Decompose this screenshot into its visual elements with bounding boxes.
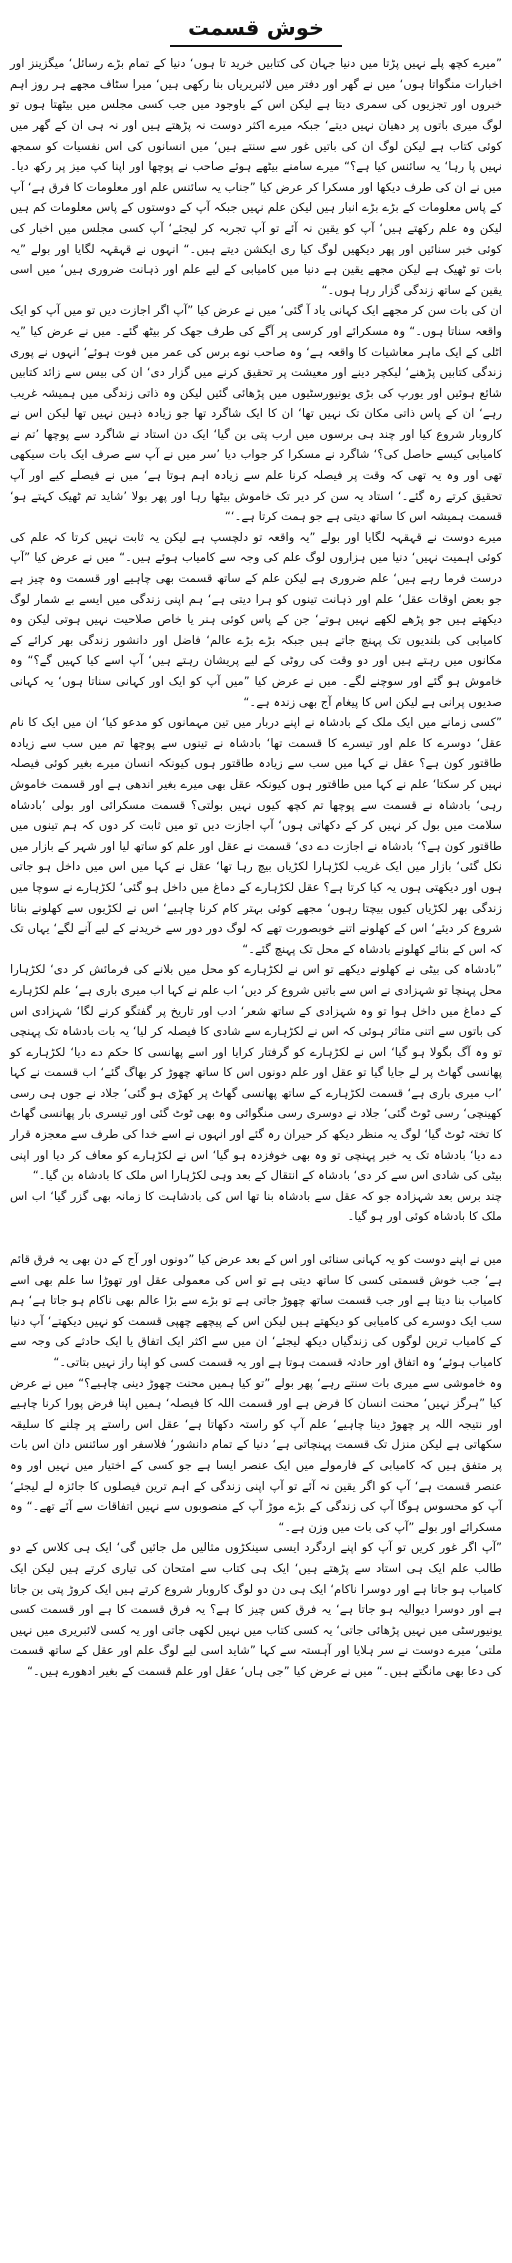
paragraph: ”آپ اگر غور کریں تو آپ کو اپنے اردگرد ایسی سینکڑوں مثالیں مل جائیں گی‘ ایک ہی کلاس کے دو طالب علم ایک ہی استاد سے پڑھتے ہیں‘ ایک ہی کتاب سے امتحان کی تیاری کرتے ہیں لیکن ایک کامیاب ہو جاتا ہے اور دوسرا ناکام‘ ایک ہی دن دو لوگ کاروبار شروع کرتے ہیں ایک کروڑ پتی بن جاتا ہے اور دوسرا دیوالیہ ہو جاتا ہے‘ یہ فرق کس چیز کا ہے؟ یہ فرق قسمت کا ہے اور قسمت کسی یونیورسٹی میں نہیں پڑھائی جاتی‘ یہ کسی کتاب میں نہیں لکھی جاتی اور یہ کسی لائبریری میں نہیں ملتی‘ میرے دوست نے سر ہلایا اور آہستہ سے کہا ”شاید اسی لیے لوگ علم اور عقل کے ساتھ قسمت کی دعا بھی مانگتے ہیں۔“ میں نے عرض کیا ”جی ہاں‘ عقل اور علم قسمت کے بغیر ادھورے ہیں۔“ xyxy=(10,1540,502,1678)
paragraph: ان کی بات سن کر مجھے ایک کہانی یاد آ گئی‘ میں نے عرض کیا ”آپ اگر اجازت دیں تو میں آپ کو ایک واقعہ سناتا ہوں۔“ وہ مسکرائے اور کرسی پر آگے کی طرف جھک کر بیٹھ گئے۔ میں نے عرض کیا ”یہ اٹلی کے ایک ماہر معاشیات کا واقعہ ہے‘ وہ صاحب نوے برس کی عمر میں فوت ہوئے‘ انہوں نے پوری زندگی کتابیں پڑھنے‘ لیکچر دینے اور معیشت پر تحقیق کرنے میں گزار دی‘ ان کی بیس سے زائد کتابیں شائع ہوئیں اور یورپ کی بڑی یونیورسٹیوں میں پڑھائی گئیں لیکن وہ ذاتی زندگی میں ہمیشہ غریب رہے‘ ان کے پاس ذاتی مکان تک نہیں تھا‘ ان کا ایک شاگرد تھا جو زیادہ ذہین نہیں تھا لیکن اس نے کاروبار شروع کیا اور چند ہی برسوں میں ارب پتی بن گیا‘ ایک دن استاد نے شاگرد سے پوچھا ’تم نے کامیابی کیسے حاصل کی؟‘ شاگرد نے مسکرا کر جواب دیا ’سر میں نے آپ سے صرف ایک بات سیکھی تھی اور وہ یہ تھی کہ وقت پر فیصلہ کرنا علم سے زیادہ اہم ہوتا ہے‘ میں نے فیصلے کیے اور آپ تحقیق کرتے رہ گئے۔‘ استاد یہ سن کر دیر تک خاموش بیٹھا رہا اور پھر بولا ’شاید تم ٹھیک کہتے ہو‘ قسمت ہمیشہ اس کا ساتھ دیتی ہے جو ہمت کرتا ہے۔‘“ xyxy=(10,303,502,524)
paragraph: چند برس بعد شہزادہ جو کہ عقل سے بادشاہ بنا تھا اس کی بادشاہت کا زمانہ بھی گزر گیا‘ اب اس ملک کا بادشاہ کوئی اور ہو گیا۔ xyxy=(10,1188,502,1224)
paragraph: وہ خاموشی سے میری بات سنتے رہے‘ پھر بولے ”تو کیا ہمیں محنت چھوڑ دینی چاہیے؟“ میں نے عرض کیا ”ہرگز نہیں‘ محنت انسان کا فرض ہے اور قسمت اللہ کا فیصلہ‘ ہمیں اپنا فرض پورا کرنا چاہیے اور نتیجہ اللہ پر چھوڑ دینا چاہیے‘ علم آپ کو راستہ دکھاتا ہے‘ عقل اس راستے پر چلنے کا سلیقہ سکھاتی ہے لیکن منزل تک قسمت پہنچاتی ہے‘ دنیا کے تمام دانشور‘ فلاسفر اور سائنس دان اس بات پر متفق ہیں کہ کامیابی کے فارمولے میں ایک عنصر ایسا ہے جو کسی کے اختیار میں نہیں اور وہ عنصر قسمت ہے‘ آپ کو اگر یقین نہ آئے تو آپ اپنی زندگی کے اہم ترین فیصلوں کا جائزہ لے لیجئے‘ آپ کو محسوس ہوگا آپ کی زندگی کے بڑے موڑ آپ کے منصوبوں سے نہیں اتفاقات سے آئے تھے۔“ وہ مسکرائے اور بولے ”آپ کی بات میں وزن ہے۔“ xyxy=(10,1375,502,1534)
paragraph: ”بادشاہ کی بیٹی نے کھلونے دیکھے تو اس نے لکڑہارے کو محل میں بلانے کی فرمائش کر دی‘ لکڑہارا محل پہنچا تو شہزادی نے اس سے باتیں شروع کر دیں‘ اب علم نے کہا اب میری باری ہے‘ علم لکڑہارے کے دماغ میں داخل ہوا تو وہ شہزادی کے ساتھ شعر‘ ادب اور تاریخ پر گفتگو کرنے لگا‘ شہزادی اس کی باتوں سے اتنی متاثر ہوئی کہ اس نے لکڑہارے سے شادی کا فیصلہ کر لیا‘ یہ بات بادشاہ تک پہنچی تو وہ آگ بگولا ہو گیا‘ اس نے لکڑہارے کو گرفتار کرایا اور اسے پھانسی کا حکم دے دیا‘ لکڑہارے کو پھانسی گھاٹ پر لے جایا گیا تو عقل اور علم دونوں اس کا ساتھ چھوڑ کر بھاگ گئے‘ اب قسمت نے کہا ’اب میری باری ہے‘ قسمت لکڑہارے کے ساتھ پھانسی گھاٹ پر کھڑی ہو گئی‘ جلاد نے جوں ہی رسی کھینچی‘ رسی ٹوٹ گئی‘ جلاد نے دوسری رسی منگوائی وہ بھی ٹوٹ گئی اور تیسری بار پھانسی گھاٹ کا تختہ ٹوٹ گیا‘ لوگ یہ منظر دیکھ کر حیران رہ گئے اور انہوں نے اسے خدا کی طرف سے معجزہ قرار دے دیا‘ بادشاہ تک یہ خبر پہنچی تو وہ بھی خوفزدہ ہو گیا‘ اس نے لکڑہارے کو معاف کر دیا اور اپنی بیٹی کی شادی اس سے کر دی‘ بادشاہ کے انتقال کے بعد وہی لکڑہارا اس ملک کا بادشاہ بن گیا۔“ xyxy=(10,962,502,1183)
paragraph: ”میرے کچھ پلے نہیں پڑتا میں دنیا جہان کی کتابیں خرید تا ہوں‘ دنیا کے تمام بڑے رسائل‘ میگزینز اور اخبارات منگواتا ہوں‘ میں نے گھر اور دفتر میں لائبریریاں بنا رکھی ہیں‘ میرا سٹاف مجھے ہر روز اہم خبروں اور تجزیوں کی سمری دیتا ہے لیکن اس کے باوجود میں جب کسی مجلس میں بیٹھتا ہوں تو لوگ میری باتوں پر دھیان نہیں دیتے‘ جبکہ میرے اکثر دوست نہ پڑھتے ہیں اور نہ ہی ان کے گھر میں کوئی کتاب ہے لیکن لوگ ان کی باتیں غور سے سنتے ہیں‘ میں انسانوں کی اس نفسیات کو سمجھ نہیں پا رہا‘ یہ سائنس کیا ہے؟“ میرے سامنے بیٹھے ہوئے صاحب نے پوچھا اور اپنا کپ میز پر رکھ دیا۔ میں نے ان کی طرف دیکھا اور مسکرا کر عرض کیا ”جناب یہ سائنس علم اور معلومات کا فرق ہے‘ آپ کے پاس معلومات کے بڑے بڑے انبار ہیں لیکن علم نہیں جبکہ آپ کے دوستوں کے پاس معلومات کم ہیں لیکن وہ علم رکھتے ہیں‘ آپ کو یقین نہ آئے تو آپ تجربہ کر لیجئے‘ آپ کسی مجلس میں اخبار کی کوئی خبر سنائیں اور پھر دیکھیں لوگ کیا ری ایکشن دیتے ہیں۔“ انہوں نے قہقہہ لگایا اور بولے ”یہ بات تو ٹھیک ہے لیکن مجھے یقین ہے دنیا میں کامیابی کے لیے علم اور ذہانت ضروری ہیں‘ میں اسی یقین کے ساتھ زندگی گزار رہا ہوں۔“ xyxy=(10,56,502,297)
article-body xyxy=(10,53,502,1681)
paragraph: میں نے اپنے دوست کو یہ کہانی سنائی اور اس کے بعد عرض کیا ”دونوں اور آج کے دن بھی یہ فرق قائم ہے‘ جب خوش قسمتی کسی کا ساتھ دیتی ہے تو اس کی معمولی عقل اور تھوڑا سا علم بھی اسے کامیاب بنا دیتا ہے اور جب قسمت ساتھ چھوڑ جاتی ہے تو بڑے سے بڑا عالم بھی ناکام ہو جاتا ہے‘ ہم سب ایک دوسرے کی کامیابی کو دیکھتے ہیں لیکن اس کے پیچھے چھپی قسمت کو نہیں دیکھتے‘ آپ دنیا کے کامیاب ترین لوگوں کی زندگیاں دیکھ لیجئے‘ ان میں سے اکثر ایک اتفاق یا ایک حادثے کی وجہ سے کامیاب ہوئے‘ وہ اتفاق اور حادثہ قسمت ہوتا ہے اور یہ قسمت کسی کو اپنا راز نہیں بتاتی۔“ xyxy=(10,1252,502,1369)
title-wrap xyxy=(10,14,502,47)
paragraph: ”کسی زمانے میں ایک ملک کے بادشاہ نے اپنے دربار میں تین مہمانوں کو مدعو کیا‘ ان میں ایک کا نام عقل‘ دوسرے کا علم اور تیسرے کا قسمت تھا‘ بادشاہ نے تینوں سے پوچھا تم میں سب سے زیادہ طاقتور کون ہے؟ عقل نے کہا میں سب سے زیادہ طاقتور ہوں کیونکہ انسان میرے بغیر کوئی فیصلہ نہیں کر سکتا‘ علم نے کہا میں طاقتور ہوں کیونکہ عقل بھی میرے بغیر اندھی ہے اور قسمت خاموش رہی‘ بادشاہ نے قسمت سے پوچھا تم کچھ کیوں نہیں بولتی؟ قسمت مسکرائی اور بولی ’بادشاہ سلامت میں بول کر نہیں کر کے دکھاتی ہوں‘ آپ اجازت دیں تو میں ثابت کر دوں کہ ہم تینوں میں طاقتور کون ہے؟‘ بادشاہ نے اجازت دے دی‘ قسمت نے عقل اور علم کو ساتھ لیا اور شہر کے بازار میں نکل گئی‘ بازار میں ایک غریب لکڑہارا لکڑیاں بیچ رہا تھا‘ عقل نے کہا میں اس میں داخل ہو جاتی ہوں اور دیکھتی ہوں یہ کیا کرتا ہے؟ عقل لکڑہارے کے دماغ میں داخل ہو گئی‘ لکڑہارے نے سوچا میں زندگی بھر لکڑیاں کیوں بیچتا رہوں‘ مجھے کوئی بہتر کام کرنا چاہیے‘ اس نے لکڑیوں سے کھلونے بنانا شروع کر دیئے‘ اس کے کھلونے اتنے خوبصورت تھے کہ لوگ دور دور سے خریدنے کے لیے آنے لگے‘ یہاں تک کہ اس کے بنائے کھلونے بادشاہ کے محل تک پہنچ گئے۔“ xyxy=(10,715,502,956)
article-title: خوش قسمت xyxy=(170,14,342,47)
paragraph: میرے دوست نے قہقہہ لگایا اور بولے ”یہ واقعہ تو دلچسپ ہے لیکن یہ ثابت نہیں کرتا کہ علم کی کوئی اہمیت نہیں‘ دنیا میں ہزاروں لوگ علم کی وجہ سے کامیاب ہوئے ہیں۔“ میں نے عرض کیا ”آپ درست فرما رہے ہیں‘ علم ضروری ہے لیکن علم کے ساتھ قسمت بھی چاہیے اور قسمت وہ چیز ہے جو بعض اوقات عقل‘ علم اور ذہانت تینوں کو ہرا دیتی ہے‘ ہم اپنی زندگی میں ایسے بے شمار لوگ دیکھتے ہیں جو پڑھے لکھے نہیں ہوتے‘ جن کے پاس کوئی ہنر یا خاص صلاحیت نہیں ہوتی لیکن وہ کامیابی کی بلندیوں تک پہنچ جاتے ہیں جبکہ بڑے بڑے عالم‘ فاضل اور دانشور زندگی بھر کرائے کے مکانوں میں رہتے ہیں اور دو وقت کی روٹی کے لیے پریشان رہتے ہیں‘ آپ اسے کیا کہیں گے؟“ وہ خاموش ہو گئے اور سوچنے لگے۔ میں نے عرض کیا ”میں آپ کو ایک اور کہانی سناتا ہوں‘ یہ کہانی صدیوں پرانی ہے لیکن اس کا پیغام آج بھی زندہ ہے۔“ xyxy=(10,529,502,709)
